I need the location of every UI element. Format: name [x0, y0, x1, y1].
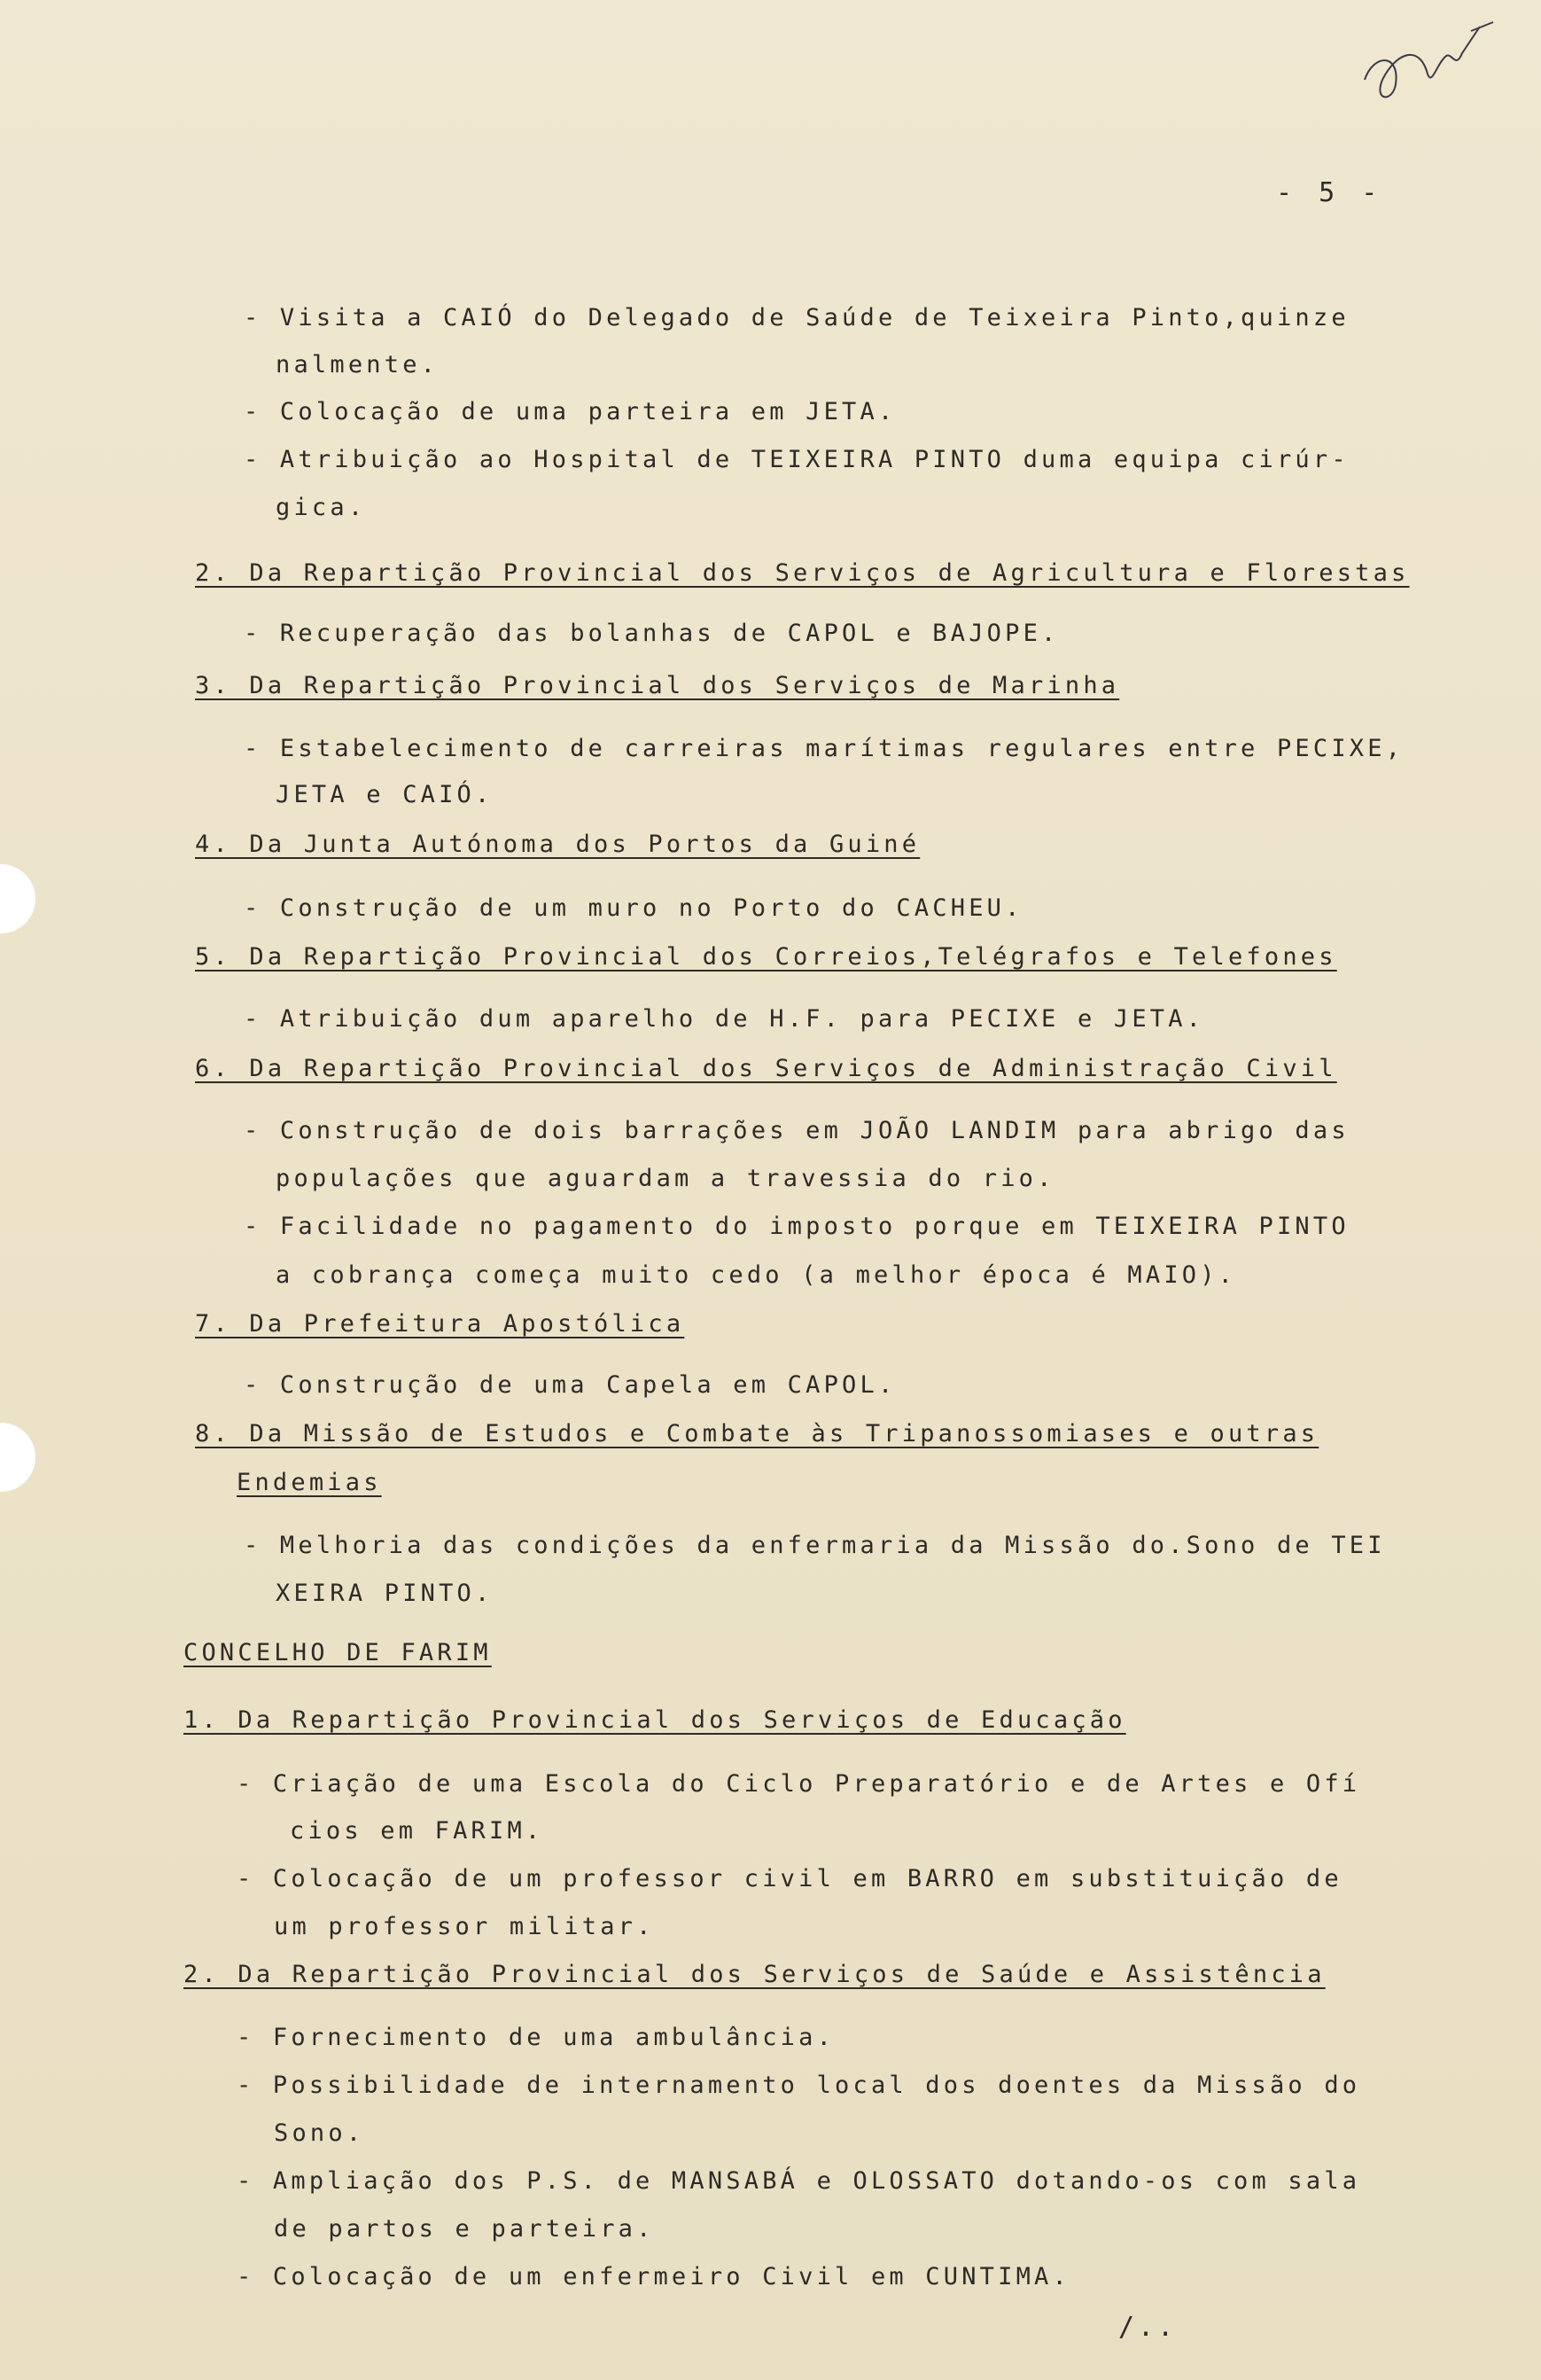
text-line: nalmente.: [276, 351, 440, 378]
text-line: - Criação de uma Escola do Ciclo Preparatório e de Artes e Ofí: [237, 1770, 1361, 1798]
section-heading: 5. Da Repartição Provincial dos Correios,Telégrafos e Telefones: [195, 943, 1337, 971]
text-line: - Facilidade no pagamento do imposto porque em TEIXEIRA PINTO: [244, 1213, 1350, 1240]
text-line: JETA e CAIÓ.: [276, 781, 494, 808]
text-line: - Construção de uma Capela em CAPOL.: [244, 1371, 897, 1399]
text-line: de partos e parteira.: [274, 2215, 655, 2243]
concelho-heading: CONCELHO DE FARIM: [183, 1639, 492, 1666]
text-line: - Construção de dois barrações em JOÃO LANDIM para abrigo das: [244, 1117, 1350, 1144]
page-number: - 5 -: [1276, 177, 1383, 208]
section-heading: 4. Da Junta Autónoma dos Portos da Guiné: [195, 831, 921, 858]
section-heading: 2. Da Repartição Provincial dos Serviços de Agricultura e Florestas: [195, 559, 1410, 587]
text-line: - Possibilidade de internamento local dos doentes da Missão do: [237, 2072, 1361, 2099]
continuation-mark: /..: [1118, 2312, 1178, 2343]
text-line: - Visita a CAIÓ do Delegado de Saúde de Teixeira Pinto,quinze: [244, 304, 1350, 332]
section-heading: 6. Da Repartição Provincial dos Serviços de Administração Civil: [195, 1055, 1337, 1082]
text-line: populações que aguardam a travessia do rio.: [276, 1165, 1055, 1192]
text-line: - Melhoria das condições da enfermaria da Missão do.Sono de TEI: [244, 1532, 1386, 1559]
text-line: gica.: [276, 494, 367, 521]
signature-mark: [1347, 18, 1506, 115]
punch-hole: [0, 1423, 35, 1492]
text-line: - Colocação de um professor civil em BARRO em substituição de: [237, 1865, 1343, 1892]
section-heading: Endemias: [237, 1469, 382, 1496]
punch-hole: [0, 864, 35, 933]
section-heading: 8. Da Missão de Estudos e Combate às Tripanossomiases e outras: [195, 1420, 1319, 1448]
text-line: um professor militar.: [274, 1913, 655, 1940]
text-line: cios em FARIM.: [290, 1817, 544, 1845]
text-line: - Fornecimento de uma ambulância.: [237, 2024, 836, 2051]
text-line: Sono.: [274, 2119, 365, 2147]
section-heading: 7. Da Prefeitura Apostólica: [195, 1310, 685, 1338]
text-line: - Estabelecimento de carreiras marítimas regulares entre PECIXE,: [244, 735, 1405, 762]
text-line: - Atribuição ao Hospital de TEIXEIRA PINTO duma equipa cirúr-: [244, 446, 1350, 473]
section-heading: 3. Da Repartição Provincial dos Serviços de Marinha: [195, 672, 1120, 699]
text-line: - Recuperação das bolanhas de CAPOL e BAJOPE.: [244, 620, 1060, 647]
text-line: - Colocação de um enfermeiro Civil em CUNTIMA.: [237, 2263, 1070, 2290]
text-line: - Atribuição dum aparelho de H.F. para PECIXE e JETA.: [244, 1005, 1205, 1033]
section-heading: 1. Da Repartição Provincial dos Serviços de Educação: [183, 1706, 1126, 1734]
section-heading: 2. Da Repartição Provincial dos Serviços de Saúde e Assistência: [183, 1961, 1326, 1988]
text-line: - Ampliação dos P.S. de MANSABÁ e OLOSSATO dotando-os com sala: [237, 2167, 1361, 2195]
text-line: - Construção de um muro no Porto do CACHEU.: [244, 894, 1023, 922]
text-line: a cobrança começa muito cedo (a melhor época é MAIO).: [276, 1261, 1237, 1289]
text-line: - Colocação de uma parteira em JETA.: [244, 398, 897, 425]
text-line: XEIRA PINTO.: [276, 1580, 494, 1607]
